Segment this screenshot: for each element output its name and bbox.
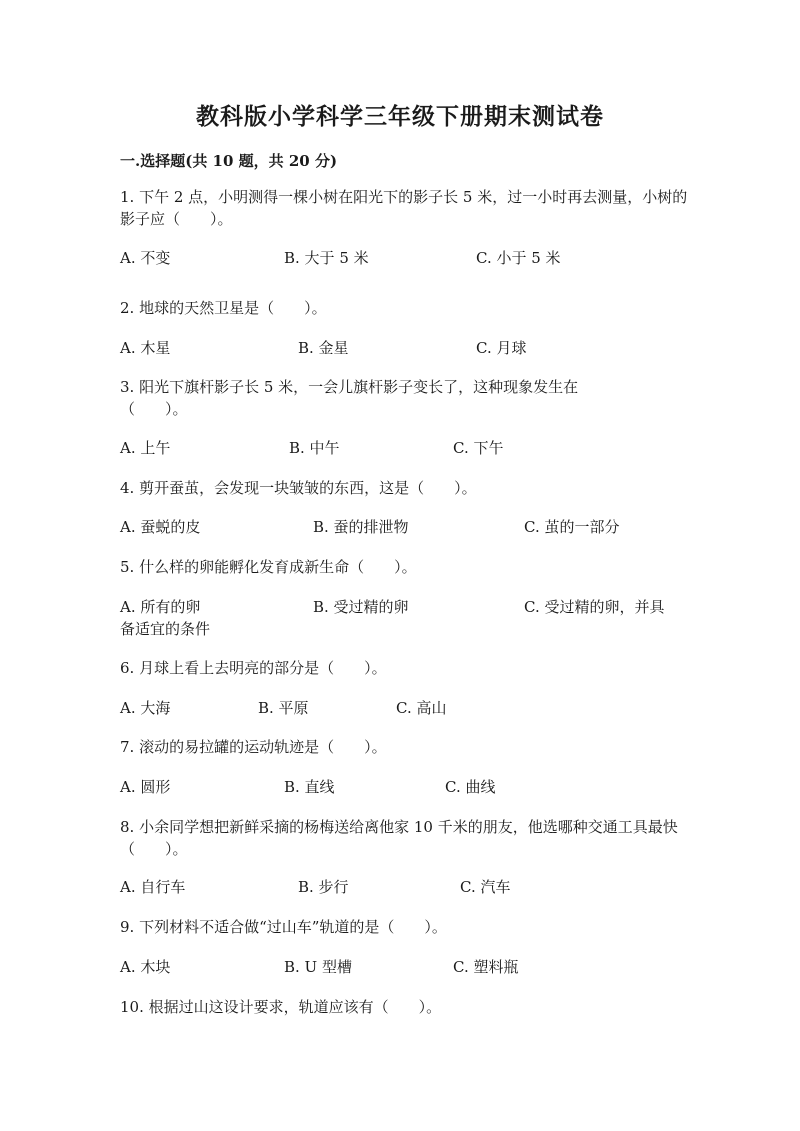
question-2: 2. 地球的天然卫星是（ ）。 (120, 299, 327, 317)
q5-option-c-line1: C. 受过精的卵，并具 (524, 598, 665, 616)
q5-option-c-line2: 备适宜的条件 (120, 620, 211, 638)
q5-option-b: B. 受过精的卵 (313, 598, 409, 616)
question-8: 8. 小余同学想把新鲜采摘的杨梅送给离他家 10 千米的朋友，他选哪种交通工具最快（ ）。 (120, 818, 678, 858)
q4-option-b: B. 蚕的排泄物 (313, 518, 409, 536)
question-3: 3. 阳光下旗杆影子长 5 米，一会儿旗杆影子变长了，这种现象发生在（ ）。 (120, 378, 579, 418)
q1-option-a: A. 不变 (120, 249, 171, 267)
q6-option-b: B. 平原 (258, 699, 309, 717)
q7-option-b: B. 直线 (284, 778, 335, 796)
question-7: 7. 滚动的易拉罐的运动轨迹是（ ）。 (120, 738, 387, 756)
q7-option-a: A. 圆形 (120, 778, 171, 796)
q2-option-a: A. 木星 (120, 339, 171, 357)
q8-option-b: B. 步行 (298, 878, 349, 896)
question-5: 5. 什么样的卵能孵化发育成新生命（ ）。 (120, 558, 417, 576)
question-4: 4. 剪开蚕茧，会发现一块皱皱的东西，这是（ ）。 (120, 479, 477, 497)
q1-option-c: C. 小于 5 米 (476, 249, 561, 267)
q5-option-a: A. 所有的卵 (120, 598, 201, 616)
page-title: 教科版小学科学三年级下册期末测试卷 (196, 103, 604, 130)
question-1: 1. 下午 2 点，小明测得一棵小树在阳光下的影子长 5 米，过一小时再去测量，小树的影子应（ ）。 (120, 188, 688, 228)
q3-option-a: A. 上午 (120, 439, 171, 457)
q9-option-c: C. 塑料瓶 (453, 958, 519, 976)
q9-option-b: B. U 型槽 (284, 958, 352, 976)
question-6: 6. 月球上看上去明亮的部分是（ ）。 (120, 659, 387, 677)
q1-option-b: B. 大于 5 米 (284, 249, 369, 267)
q4-option-c: C. 茧的一部分 (524, 518, 620, 536)
q2-option-c: C. 月球 (476, 339, 527, 357)
q4-option-a: A. 蚕蜕的皮 (120, 518, 201, 536)
q3-option-b: B. 中午 (289, 439, 340, 457)
q2-option-b: B. 金星 (298, 339, 349, 357)
q6-option-a: A. 大海 (120, 699, 171, 717)
q7-option-c: C. 曲线 (445, 778, 496, 796)
section-heading: 一.选择题(共 10 题，共 20 分) (120, 152, 338, 170)
q8-option-a: A. 自行车 (120, 878, 186, 896)
question-9: 9. 下列材料不适合做“过山车”轨道的是（ ）。 (120, 918, 447, 936)
q8-option-c: C. 汽车 (460, 878, 511, 896)
q3-option-c: C. 下午 (453, 439, 504, 457)
q9-option-a: A. 木块 (120, 958, 171, 976)
q6-option-c: C. 高山 (396, 699, 447, 717)
question-10: 10. 根据过山这设计要求，轨道应该有（ ）。 (120, 998, 442, 1016)
